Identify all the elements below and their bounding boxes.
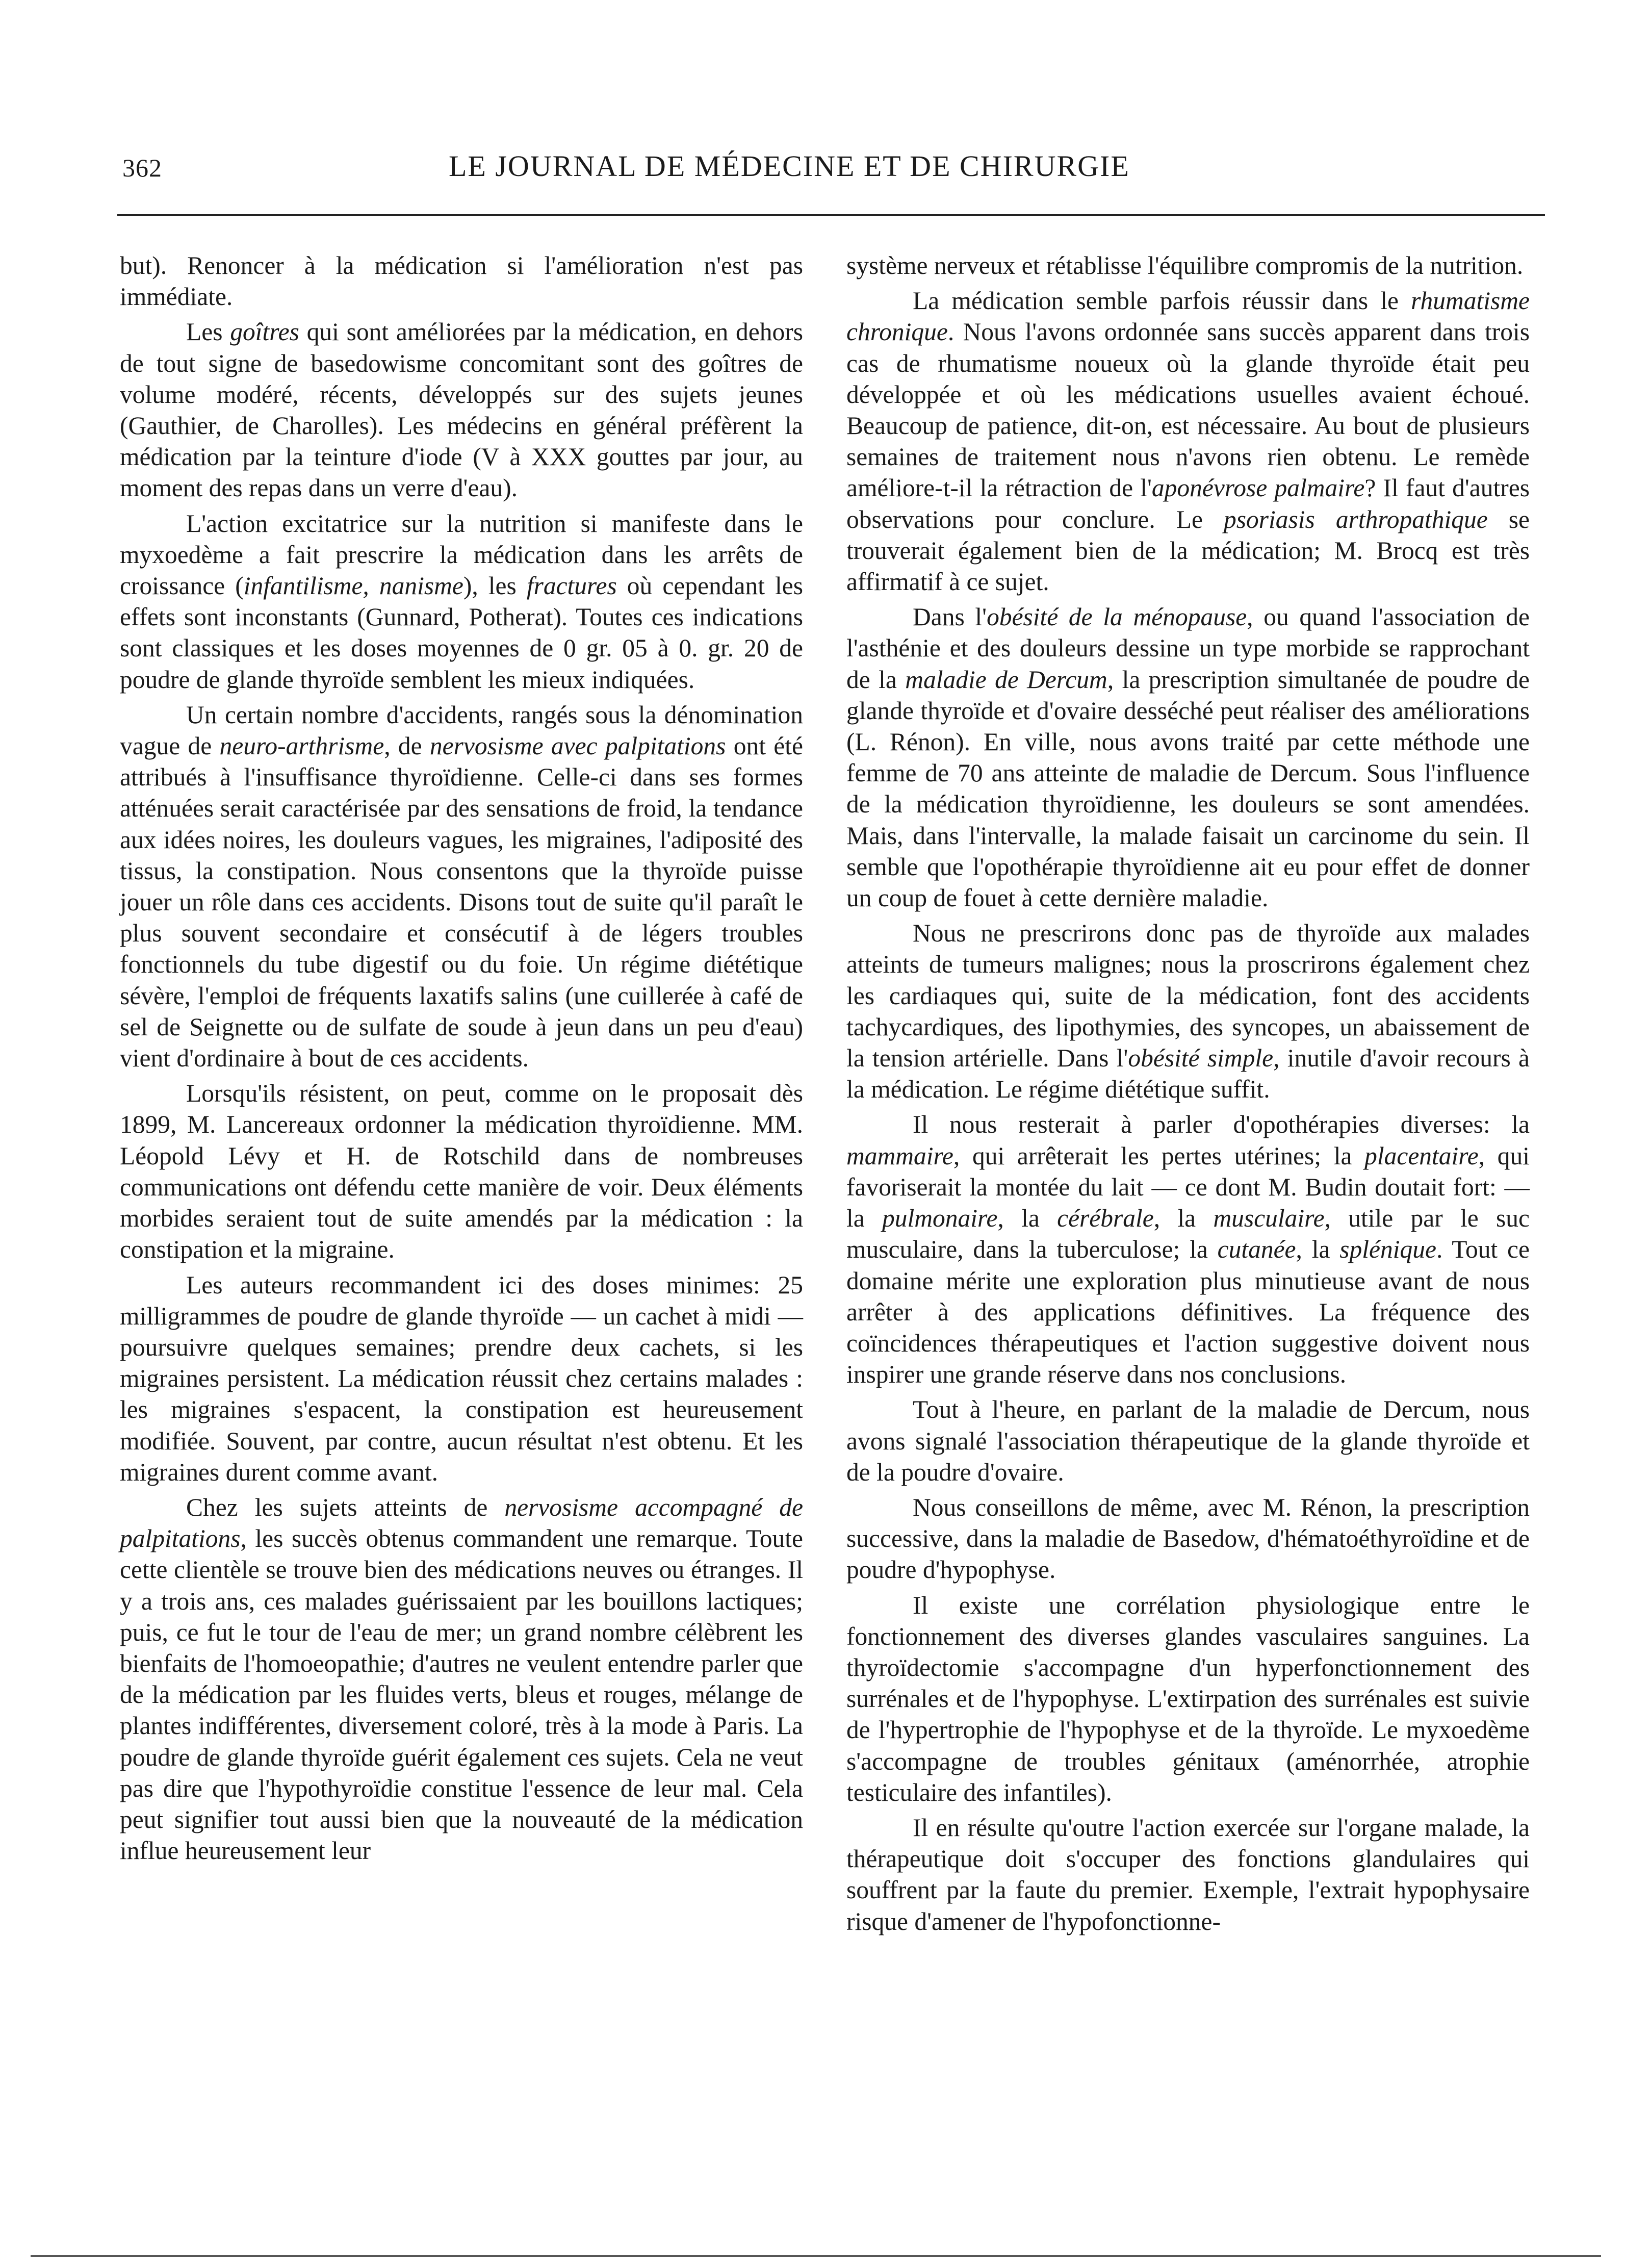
bottom-edge-rule	[31, 2255, 1601, 2257]
paragraph: Les auteurs recommandent ici des doses minimes: 25 milligrammes de poudre de glande thyroïde — un cachet à midi — poursuivre quelques semaines; prendre deux cachets, si les migraines persistent. La médication réussit chez certains malades : les migraines s'espacent, la constipation est heureusement modifiée. Souvent, par contre, aucun résultat n'est obtenu. Et les migraines durent comme avant.	[120, 1270, 803, 1486]
paragraph: Les goîtres qui sont améliorées par la médication, en dehors de tout signe de basedowisme concomitant sont des goîtres de volume modéré, récents, développés sur des sujets jeunes (Gauthier, de Charolles). Les médecins en général préfèrent la médication par la teinture d'iode (V à XXX gouttes par jour, au moment des repas dans un verre d'eau).	[120, 318, 803, 502]
paragraph: Chez les sujets atteints de nervosisme accompagné de palpitations, les succès obtenus commandent une remarque. Toute cette clientèle se trouve bien des médications neuves ou étranges. Il y a trois ans, ces malades guérissaient par les bouillons lactiques; puis, ce fut le tour de l'eau de mer; un grand nombre célèbrent les bienfaits de l'homoeopathie; d'autres ne veulent entendre parler que de la médication par les fluides verts, bleus et rouges, mélange de plantes indifférentes, diversement coloré, très à la mode à Paris. La poudre de glande thyroïde guérit également ces sujets. Cela ne veut pas dire que l'hypothyroïdie constitue l'essence de leur mal. Cela peut signifier tout aussi bien que la nouveauté de la médication influe heureusement leur	[120, 1493, 803, 1865]
paragraph: Nous ne prescrirons donc pas de thyroïde aux malades atteints de tumeurs malignes; nous la proscrirons également chez les cardiaques qui, suite de la médication, font des accidents tachycardiques, des lipothymies, des syncopes, un abaissement de la tension artérielle. Dans l'obésité simple, inutile d'avoir recours à la médication. Le régime diététique suffit.	[846, 919, 1530, 1104]
paragraph: La médication semble parfois réussir dans le rhumatisme chronique. Nous l'avons ordonnée sans succès apparent dans trois cas de rhumatisme noueux où la glande thyroïde était peu développée et où les médications usuelles avaient échoué. Beaucoup de patience, dit-on, est nécessaire. Au bout de plusieurs semaines de traitement nous n'avons rien obtenu. Le remède améliore-t-il la rétraction de l'aponévrose palmaire? Il faut d'autres observations pour conclure. Le psoriasis arthropathique se trouverait également bien de la médication; M. Brocq est très affirmatif à ce sujet.	[846, 287, 1530, 596]
paragraph: Dans l'obésité de la ménopause, ou quand l'association de l'asthénie et des douleurs dessine un type morbide se rapprochant de la maladie de Dercum, la prescription simultanée de poudre de glande thyroïde et d'ovaire desséché peut réaliser des améliorations (L. Rénon). En ville, nous avons traité par cette méthode une femme de 70 ans atteinte de maladie de Dercum. Sous l'influence de la médication thyroïdienne, les douleurs se sont amendées. Mais, dans l'intervalle, la malade faisait un carcinome du sein. Il semble que l'opothérapie thyroïdienne ait eu pour effet de donner un coup de fouet à cette dernière maladie.	[846, 603, 1530, 912]
paragraph: Il en résulte qu'outre l'action exercée sur l'organe malade, la thérapeutique doit s'occuper des fonctions glandulaires qui souffrent par la faute du premier. Exemple, l'extrait hypophysaire risque d'amener de l'hypofonctionne-	[846, 1813, 1530, 1935]
paragraph: Tout à l'heure, en parlant de la maladie de Dercum, nous avons signalé l'association thérapeutique de la glande thyroïde et de la poudre d'ovaire.	[846, 1395, 1530, 1486]
paragraph: Un certain nombre d'accidents, rangés sous la dénomination vague de neuro-arthrisme, de nervosisme avec palpitations ont été attribués à l'insuffisance thyroïdienne. Celle-ci dans ses formes atténuées serait caractérisée par des sensations de froid, la tendance aux idées noires, les douleurs vagues, les migraines, l'adiposité des tissus, la constipation. Nous consentons que la thyroïde puisse jouer un rôle dans ces accidents. Disons tout de suite qu'il paraît le plus souvent secondaire et consécutif à de légers troubles fonctionnels du tube digestif ou du foie. Un régime diététique sévère, l'emploi de fréquents laxatifs salins (une cuillerée à café de sel de Seignette ou de sulfate de soude à jeun dans un peu d'eau) vient d'ordinaire à bout de ces accidents.	[120, 700, 803, 1073]
left-column	[120, 250, 803, 1870]
header-rule	[117, 214, 1545, 216]
paragraph: but). Renoncer à la médication si l'amélioration n'est pas immédiate.	[120, 251, 803, 311]
paragraph: L'action excitatrice sur la nutrition si manifeste dans le myxoedème a fait prescrire la médication dans les arrêts de croissance (infantilisme, nanisme), les fractures où cependant les effets sont inconstants (Gunnard, Potherat). Toutes ces indications sont classiques et les doses moyennes de 0 gr. 05 à 0. gr. 20 de poudre de glande thyroïde semblent les mieux indiquées.	[120, 509, 803, 694]
page-number: 362	[122, 154, 162, 182]
running-title: LE JOURNAL DE MÉDECINE ET DE CHIRURGIE	[449, 149, 1130, 183]
right-column	[846, 250, 1530, 1941]
paragraph: Il nous resterait à parler d'opothérapies diverses: la mammaire, qui arrêterait les pertes utérines; la placentaire, qui favoriserait la montée du lait — ce dont M. Budin doutait fort: — la pulmonaire, la cérébrale, la musculaire, utile par le suc musculaire, dans la tuberculose; la cutanée, la splénique. Tout ce domaine mérite une exploration plus minutieuse avant de nous arrêter à des applications définitives. La fréquence des coïncidences thérapeutiques et l'action suggestive doivent nous inspirer une grande réserve dans nos conclusions.	[846, 1110, 1530, 1389]
paragraph: Nous conseillons de même, avec M. Rénon, la prescription successive, dans la maladie de Basedow, d'hématoéthyroïdine et de poudre d'hypophyse.	[846, 1493, 1530, 1584]
paragraph: Il existe une corrélation physiologique entre le fonctionnement des diverses glandes vasculaires sanguines. La thyroïdectomie s'accompagne d'un hyperfonctionnement des surrénales et de l'hypophyse. L'extirpation des surrénales est suivie de l'hypertrophie de l'hypophyse et de la thyroïde. Le myxoedème s'accompagne de troubles génitaux (aménorrhée, atrophie testiculaire des infantiles).	[846, 1591, 1530, 1806]
paragraph: Lorsqu'ils résistent, on peut, comme on le proposait dès 1899, M. Lancereaux ordonner la médication thyroïdienne. MM. Léopold Lévy et H. de Rotschild dans de nombreuses communications ont défendu cette manière de voir. Deux éléments morbides seraient tout de suite amendés par la médication : la constipation et la migraine.	[120, 1079, 803, 1264]
paragraph: système nerveux et rétablisse l'équilibre compromis de la nutrition.	[846, 251, 1524, 279]
